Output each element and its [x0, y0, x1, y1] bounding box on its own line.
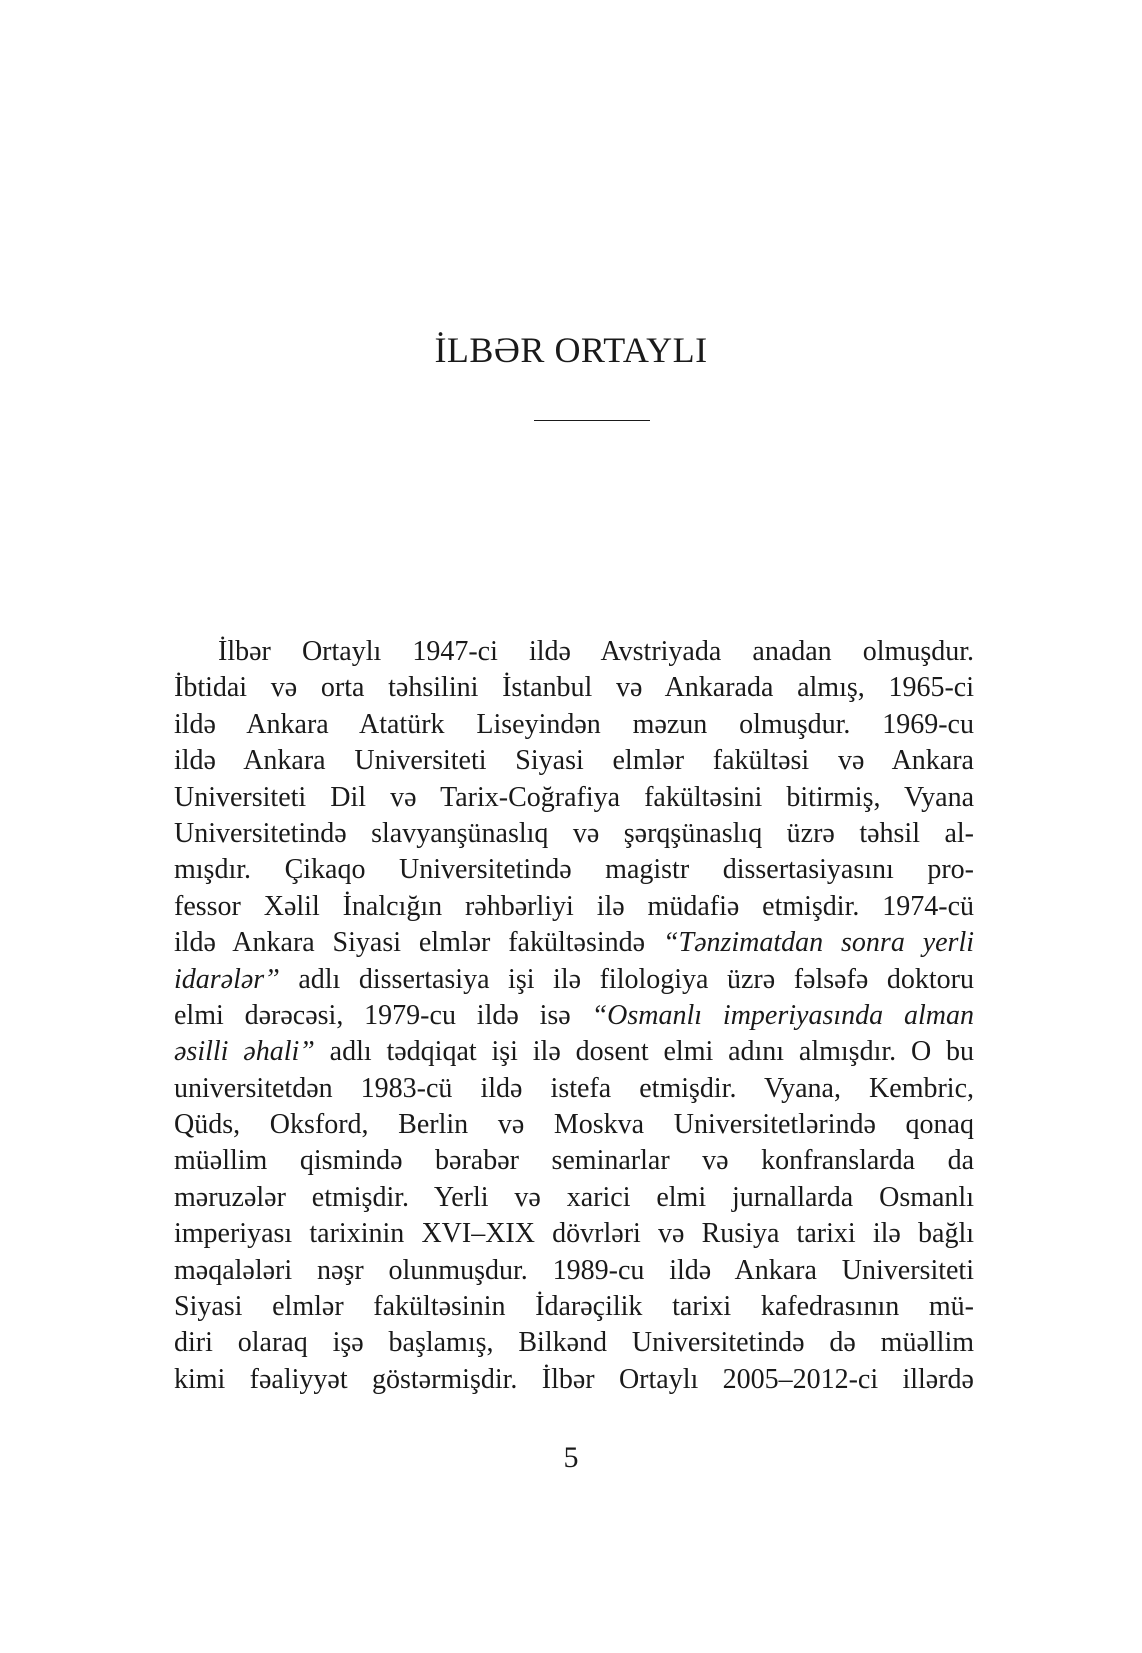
paragraph-line: ildə Ankara Atatürk Liseyindən məzun olmuşdur. 1969-cu — [174, 708, 974, 740]
paragraph-line: məruzələr etmişdir. Yerli və xarici elmi jurnallarda Osmanlı — [174, 1181, 974, 1213]
paragraph-line: imperiyası tarixinin XVI–XIX dövrləri və Rusiya tarixi ilə bağlı — [174, 1218, 974, 1250]
title-divider — [534, 420, 650, 421]
paragraph-line: kimi fəaliyyət göstərmişdir. İlbər Ortaylı 2005–2012-ci illərdə — [174, 1363, 974, 1395]
paragraph-line: fessor Xəlil İnalcığın rəhbərliyi ilə müdafiə etmişdir. 1974-cü — [174, 890, 974, 922]
chapter-title: İLBƏR ORTAYLI — [434, 330, 708, 370]
paragraph-line: Siyasi elmlər fakültəsinin İdarəçilik tarixi kafedrasının mü- — [174, 1291, 974, 1323]
paragraph-line: ildə Ankara Universiteti Siyasi elmlər fakültəsi və Ankara — [174, 745, 974, 777]
paragraph-line: müəllim qismində bərabər seminarlar və konfranslarda da — [174, 1145, 974, 1177]
paragraph-line: universitetdən 1983-cü ildə istefa etmişdir. Vyana, Kembric, — [174, 1072, 974, 1104]
paragraph-line: Qüds, Oksford, Berlin və Moskva Universitetlərində qonaq — [174, 1109, 974, 1141]
paragraph-line: Universitetində slavyanşünaslıq və şərqşünaslıq üzrə təhsil al- — [174, 817, 974, 849]
body-paragraph — [174, 634, 974, 1398]
paragraph-line: mışdır. Çikaqo Universitetində magistr dissertasiyasını pro- — [174, 854, 974, 886]
paragraph-line: əsilli əhali” adlı tədqiqat işi ilə dosent elmi adını almışdır. O bu — [174, 1036, 974, 1068]
italic-title-text: əsilli əhali” — [174, 1036, 315, 1068]
paragraph-line: diri olaraq işə başlamış, Bilkənd Universitetində də müəllim — [174, 1327, 974, 1359]
italic-title-text: idarələr” — [174, 963, 280, 995]
paragraph-line: ildə Ankara Siyasi elmlər fakültəsində “Tənzimatdan sonra yerli — [174, 927, 974, 959]
paragraph-line: İbtidai və orta təhsilini İstanbul və Ankarada almış, 1965-ci — [174, 672, 974, 704]
paragraph-line: İlbər Ortaylı 1947-ci ildə Avstriyada anadan olmuşdur. — [218, 636, 974, 667]
paragraph-line: məqalələri nəşr olunmuşdur. 1989-cu ildə Ankara Universiteti — [174, 1254, 974, 1286]
italic-title-text: “Tənzimatdan sonra yerli — [662, 927, 974, 959]
paragraph-line: elmi dərəcəsi, 1979-cu ildə isə “Osmanlı imperiyasında alman — [174, 999, 974, 1031]
paragraph-line: idarələr” adlı dissertasiya işi ilə filologiya üzrə fəlsəfə doktoru — [174, 963, 974, 995]
italic-title-text: “Osmanlı imperiyasında alman — [591, 999, 974, 1031]
paragraph-line: Universiteti Dil və Tarix-Coğrafiya fakültəsini bitirmiş, Vyana — [174, 781, 974, 813]
page-number: 5 — [563, 1441, 579, 1474]
